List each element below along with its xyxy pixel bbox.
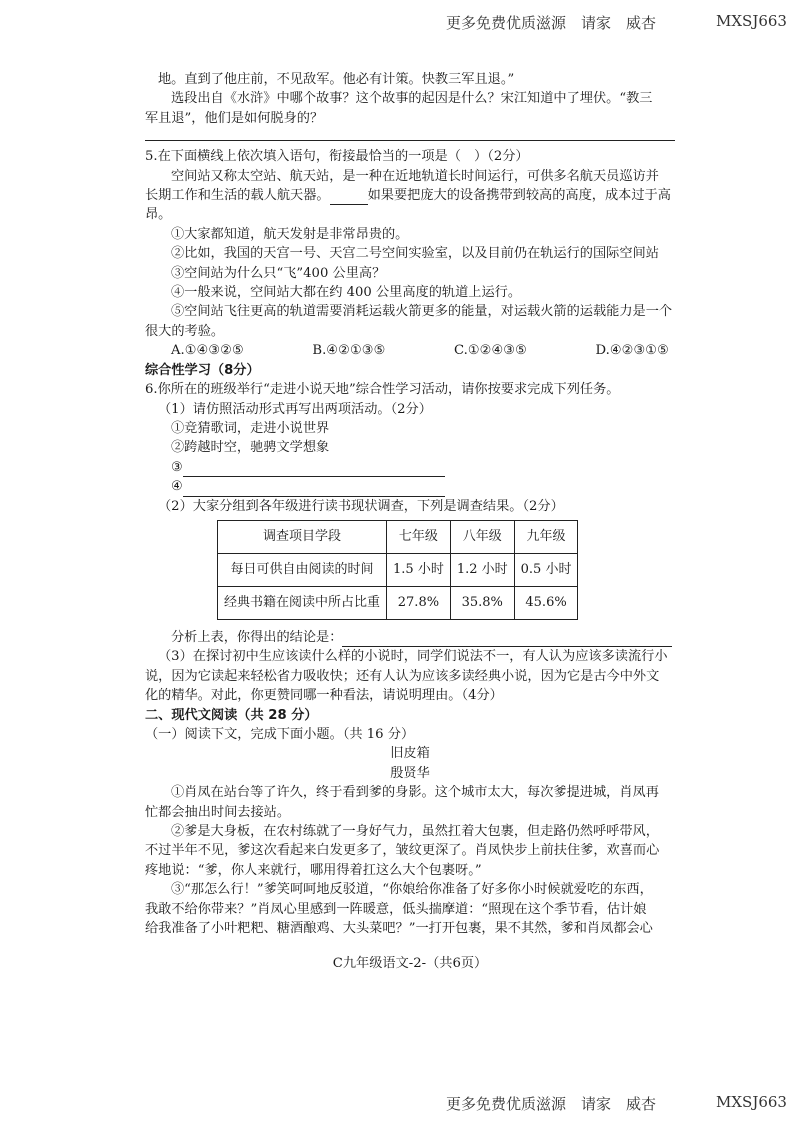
table-cell: 45.6% bbox=[514, 586, 578, 619]
reading-paragraph: ③“那怎么行！”爹笑呵呵地反驳道，“你娘给你准备了好多你小时候就爱吃的东西， bbox=[171, 882, 653, 898]
table-cell: 1.5 小时 bbox=[387, 553, 451, 586]
q5-passage-1: 空间站又称太空站、航天站，是一种在近地轨道长时间运行，可供多名航天员巡访并 bbox=[171, 168, 659, 184]
reading-title: 旧皮箱 bbox=[390, 746, 430, 762]
table-cell: 经典书籍在阅读中所占比重 bbox=[218, 586, 387, 619]
table-cell: 0.5 小时 bbox=[514, 553, 578, 586]
table-cell: 每日可供自由阅读的时间 bbox=[218, 553, 387, 586]
activity-answer-line[interactable] bbox=[183, 483, 445, 497]
table-header-cell: 八年级 bbox=[450, 520, 514, 553]
activity-answer-line[interactable] bbox=[183, 463, 445, 477]
table-header-cell: 七年级 bbox=[387, 520, 451, 553]
q5-options bbox=[145, 341, 675, 360]
reading-paragraph: 给我准备了小叶粑粑、糖酒酿鸡、大头菜吧？”一打开包裹，果不其然，爹和肖凤都会心 bbox=[145, 921, 653, 937]
section-heading-2: 二、现代文阅读（共 28 分） bbox=[145, 707, 318, 723]
table-header-row bbox=[218, 520, 578, 553]
section-heading: 综合性学习（8分） bbox=[145, 362, 260, 378]
bottom-header-code-text: MXSJ663 bbox=[716, 1093, 787, 1111]
q6-activity-blank bbox=[145, 458, 675, 477]
table-header-cell: 九年级 bbox=[514, 520, 578, 553]
q5-passage-2a: 长期工作和生活的载人航天器。 bbox=[145, 188, 330, 204]
option-c[interactable]: C.①②④③⑤ bbox=[454, 343, 527, 359]
page-footer: C九年级语文-2-（共6页） bbox=[332, 956, 488, 972]
q6-activity-blank bbox=[145, 477, 675, 496]
table-cell: 1.2 小时 bbox=[450, 553, 514, 586]
table-cell: 35.8% bbox=[450, 586, 514, 619]
question-text-cont: 军且退”，他们是如何脱身的？ bbox=[145, 110, 324, 126]
table-row bbox=[218, 586, 578, 619]
header-text: 更多免费优质滋源 请家 威杏 bbox=[446, 14, 657, 32]
table-header-cell: 调查项目学段 bbox=[218, 520, 387, 553]
table-row bbox=[218, 553, 578, 586]
reading-paragraph: 疼地说：“爹，你人来就行，哪用得着扛这么大个包裹呀。” bbox=[145, 862, 482, 878]
reading-paragraph: 我敢不给你带来？”肖凤心里感到一阵暖意，低头揣摩道：“照现在这个季节看，估计娘 bbox=[145, 901, 647, 917]
q5-blank[interactable] bbox=[330, 191, 368, 205]
survey-table bbox=[217, 520, 578, 620]
q6-activity: ②跨越时空，驰骋文学想象 bbox=[171, 440, 330, 456]
q6-sub1: （1）请仿照活动形式再写出两项活动。（2分） bbox=[158, 401, 432, 417]
continued-text: 地。直到了他庄前，不见敌军。他必有计策。快教三军且退。” bbox=[158, 72, 515, 87]
header-code bbox=[716, 12, 787, 30]
reading-paragraph: 不过半年不见，爹这次看起来白发更多了，皱纹更深了。肖凤快步上前扶住爹，欢喜而心 bbox=[145, 843, 660, 859]
analysis-answer-line[interactable] bbox=[342, 633, 672, 647]
q5-stem: 5.在下面横线上依次填入语句，衔接最恰当的一项是（ ）（2分） bbox=[145, 149, 529, 165]
exam-document bbox=[145, 70, 675, 974]
analysis-prompt bbox=[145, 628, 675, 647]
bottom-header-code bbox=[716, 1093, 787, 1111]
q5-item-cont: 很大的考验。 bbox=[145, 323, 225, 339]
analysis-label: 分析上表，你得出的结论是： bbox=[171, 629, 343, 645]
q5-item: ①大家都知道，航天发射是非常昂贵的。 bbox=[171, 226, 409, 242]
q5-item: ②比如，我国的天宫一号、天宫二号空间实验室，以及目前仍在轨运行的国际空间站 bbox=[171, 246, 659, 262]
q6-sub2: （2）大家分组到各年级进行读书现状调查，下列是调查结果。（2分） bbox=[158, 498, 564, 514]
q6-activity-num: ③ bbox=[171, 459, 183, 475]
q5-passage-2 bbox=[145, 186, 675, 205]
answer-line[interactable] bbox=[145, 128, 675, 141]
q6-activity: ①竞猜歌词，走进小说世界 bbox=[171, 420, 330, 436]
bottom-header-text: 更多免费优质滋源 请家 威杏 bbox=[446, 1095, 657, 1113]
option-d[interactable]: D.④②③①⑤ bbox=[595, 343, 669, 359]
page-header bbox=[446, 12, 656, 33]
q5-passage-2b: 如果要把庞大的设备携带到较高的高度，成本过于高 bbox=[367, 188, 671, 204]
q6-sub3-1: （3）在探讨初中生应该读什么样的小说时，同学们说法不一，有人认为应该多读流行小 bbox=[158, 649, 668, 665]
q6-sub3-3: 化的精华。对此，你更赞同哪一种看法，请说明理由。（4分） bbox=[145, 688, 503, 704]
q5-passage-3: 昂。 bbox=[145, 207, 172, 223]
reading-paragraph: 忙都会抽出时间去接站。 bbox=[145, 804, 291, 820]
option-b[interactable]: B.④②①③⑤ bbox=[312, 343, 386, 359]
reading-author: 殷贤华 bbox=[390, 765, 430, 781]
option-a[interactable]: A.①④③②⑤ bbox=[171, 343, 244, 359]
q6-activity-num: ④ bbox=[171, 479, 183, 495]
reading-paragraph: ②爹是大身板，在农村练就了一身好气力，虽然扛着大包裹，但走路仍然呼呼带风， bbox=[171, 824, 659, 839]
header-code-text: MXSJ663 bbox=[716, 12, 787, 30]
q5-item: ③空间站为什么只“飞”400 公里高？ bbox=[171, 265, 386, 281]
q5-item: ⑤空间站飞往更高的轨道需要消耗运载火箭更多的能量，对运载火箭的运载能力是一个 bbox=[171, 304, 673, 320]
reading-paragraph: ①肖凤在站台等了许久，终于看到爹的身影。这个城市太大，每次爹提进城，肖凤再 bbox=[171, 785, 659, 801]
q6-sub3-2: 说，因为它读起来轻松省力吸收快；还有人认为应该多读经典小说，因为它是古今中外文 bbox=[145, 668, 660, 684]
bottom-header bbox=[446, 1093, 656, 1114]
question-text: 选段出自《水浒》中哪个故事？这个故事的起因是什么？宋江知道中了埋伏。“教三 bbox=[171, 91, 653, 107]
q6-stem: 6.你所在的班级举行“走进小说天地”综合性学习活动，请你按要求完成下列任务。 bbox=[145, 382, 620, 398]
reading-intro: （一）阅读下文，完成下面小题。（共 16 分） bbox=[145, 726, 415, 742]
table-cell: 27.8% bbox=[387, 586, 451, 619]
q5-item: ④一般来说，空间站大都在约 400 公里高度的轨道上运行。 bbox=[171, 285, 522, 301]
